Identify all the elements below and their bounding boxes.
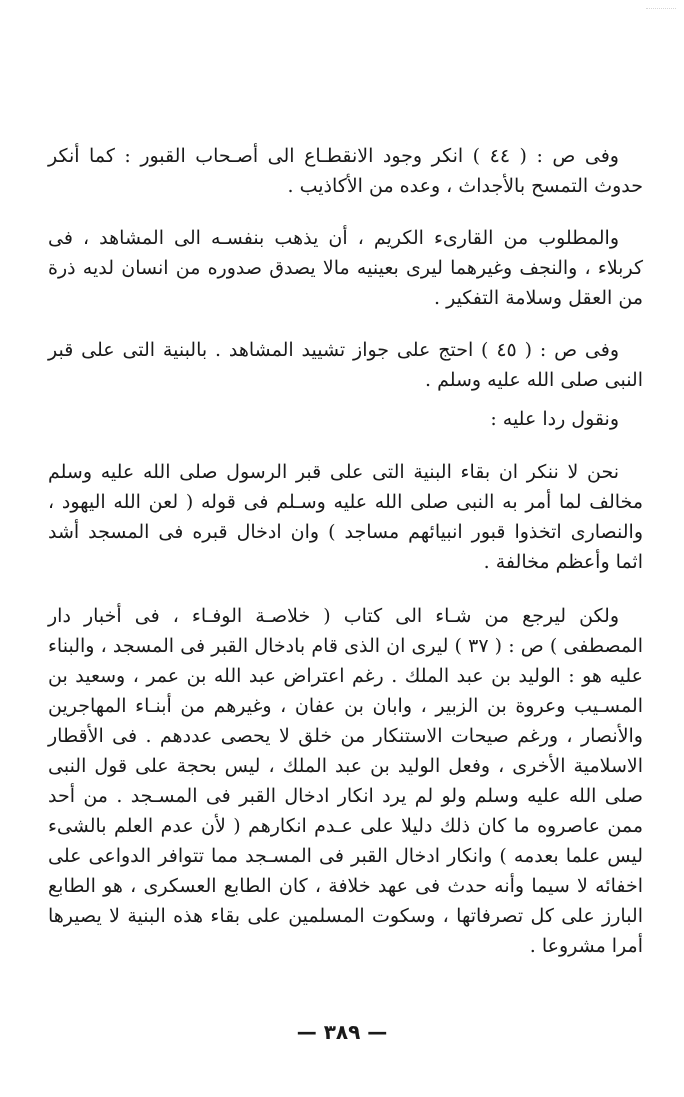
paragraph-page-44-claim: وفى ص : ( ٤٤ ) انكر وجود الانقطـاع الى أصـحاب القبور : كما أنكر حدوث التمسح بالأجداث ، وعده من الأكاذيب . <box>48 145 643 197</box>
page-number: — ٣٨٩ — <box>296 1020 388 1044</box>
paragraph-page-45-argument: وفى ص : ( ٤٥ ) احتج على جواز تشييد المشاهد . بالبنية التى على قبر النبى صلى الله عليه وسلم . <box>48 339 643 391</box>
paragraph-response-intro: ونقول ردا عليه : <box>490 408 619 430</box>
corner-scan-mark <box>646 0 676 9</box>
paragraph-khulasat-alwafa: ولكن ليرجع من شـاء الى كتاب ( خلاصـة الوفـاء ، فى أخبار دار المصطفى ) ص : ( ٣٧ ) ليرى ان الذى قام بادخال القبر فى المسجد ، والبناء عليه هو : الوليد بن عبد الملك . رغم اعتراض عبد الله بن عمر ، وسعيد بن المسـيب وعروة بن الزبير ، وابان بن عفان ، وغيرهم من أبنـاء المهاجرين والأنصار ، ورغم صيحات الاستنكار من خلق لا يحصى عددهم . فى الأقطار الاسلامية الأخرى ، وفعل الوليد بن عبد الملك ، ليس بحجة على قول النبى صلى الله عليه وسلم ولو لم يرد انكار ادخال القبر فى المسـجد . من أحد ممن عاصروه ما كان ذلك دليلا على عـدم انكارهم ( لأن عدم العلم بالشىء ليس علما بعدمه ) وانكار ادخال القبر فى المسـجد مما تتوافر الدواعى على اخفائه لا سيما وأنه حدث فى عهد خلافة ، كان الطابع العسكرى ، هو الطابع البارز على كل تصرفاتها ، وسكوت المسلمين على بقاء هذه البنية لا يصيرها أمرا مشروعا . <box>48 605 643 957</box>
paragraph-reader-request: والمطلوب من القارىء الكريم ، أن يذهب بنفسـه الى المشاهد ، فى كربلاء ، والنجف وغيرهما ليرى بعينيه مالا يصدق صدوره من انسان لديه ذرة من العقل وسلامة التفكير . <box>48 227 643 309</box>
paragraph-response-body: نحن لا ننكر ان بقاء البنية التى على قبر الرسول صلى الله عليه وسلم مخالف لما أمر به النبى صلى الله عليه وسـلم فى قوله ( لعن الله اليهود ، والنصارى اتخذوا قبور انبيائهم مساجد ) وان ادخال قبره فى المسجد أشد اثما وأعظم مخالفة . <box>48 461 643 573</box>
